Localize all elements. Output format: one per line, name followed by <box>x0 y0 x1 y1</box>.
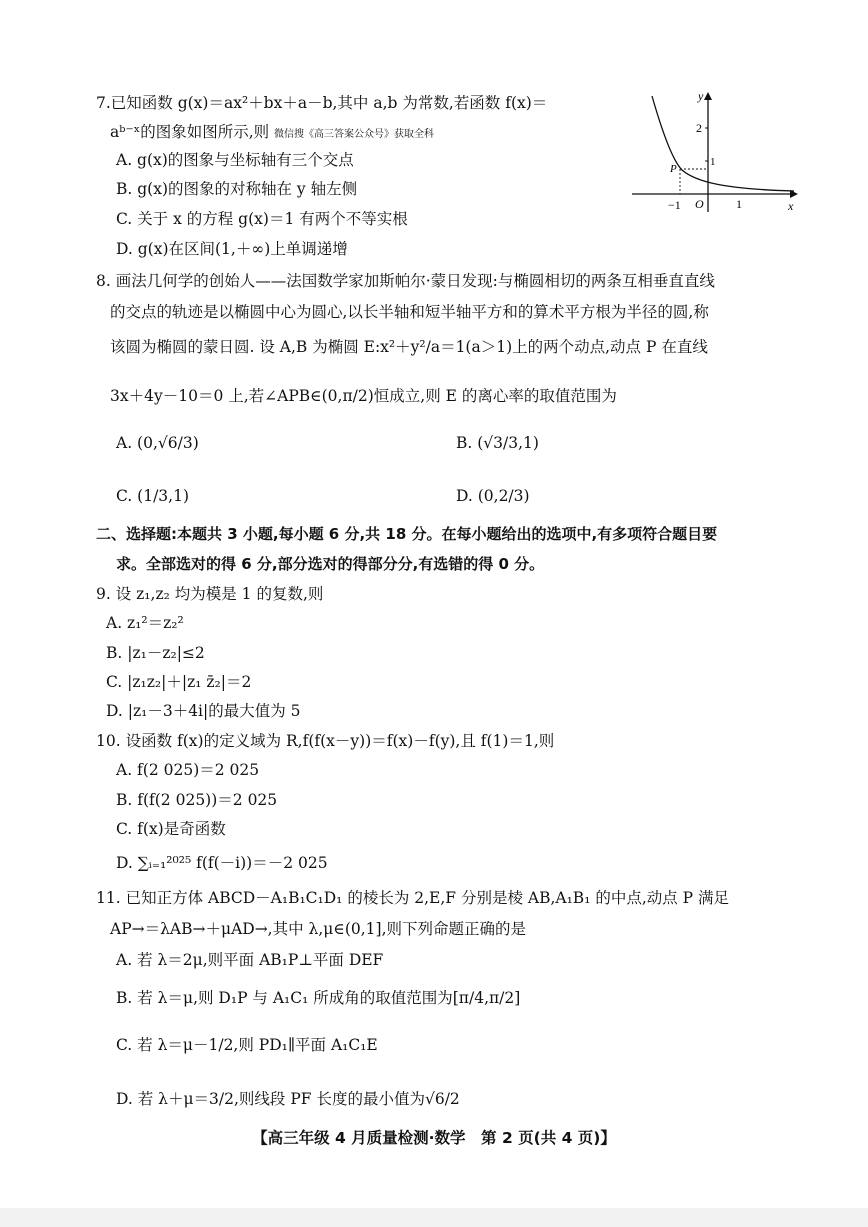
y-label: y <box>698 90 704 103</box>
q8-line3: 该圆为椭圆的蒙日圆. 设 A,B 为椭圆 E:x²＋y²/a＝1(a＞1)上的两个动点,动点 P 在直线 <box>110 338 708 356</box>
q7-option-c: C. 关于 x 的方程 g(x)＝1 有两个不等实根 <box>116 210 408 228</box>
q10-option-c: C. f(x)是奇函数 <box>116 820 226 838</box>
section2-heading-line2: 求。全部选对的得 6 分,部分选对的得部分分,有选错的得 0 分。 <box>116 555 545 573</box>
q8-option-b: B. (√3/3,1) <box>456 434 539 452</box>
q10-option-a: A. f(2 025)＝2 025 <box>116 761 260 779</box>
q7-stem-line1: 7.已知函数 g(x)＝ax²＋bx＋a－b,其中 a,b 为常数,若函数 f(x)＝ <box>96 94 548 112</box>
q9-stem: 9. 设 z₁,z₂ 均为模是 1 的复数,则 <box>96 585 324 603</box>
q7-function-graph <box>628 90 803 215</box>
tick-y2: 2 <box>696 121 702 135</box>
q9-option-c: C. |z₁z₂|＋|z₁ z̄₂|＝2 <box>106 673 252 691</box>
q8-line4: 3x＋4y－10＝0 上,若∠APB∈(0,π/2)恒成立,则 E 的离心率的取值范围为 <box>110 387 617 405</box>
q7-stem-line2 <box>110 122 434 145</box>
tick-xneg1: −1 <box>668 198 681 212</box>
q10-stem: 10. 设函数 f(x)的定义域为 R,f(f(x－y))＝f(x)－f(y),且 f(1)＝1,则 <box>96 732 555 750</box>
q8-line1: 8. 画法几何学的创始人——法国数学家加斯帕尔·蒙日发现:与椭圆相切的两条互相垂直直线 <box>96 272 715 290</box>
q10-option-d: D. ∑ᵢ₌₁²⁰²⁵ f(f(－i))＝－2 025 <box>116 854 328 872</box>
q11-stem-line1: 11. 已知正方体 ABCD－A₁B₁C₁D₁ 的棱长为 2,E,F 分别是棱 AB,A₁B₁ 的中点,动点 P 满足 <box>96 889 730 907</box>
q11-option-c: C. 若 λ＝μ－1/2,则 PD₁∥平面 A₁C₁E <box>116 1036 378 1054</box>
curve <box>652 96 794 191</box>
origin-label: O <box>695 197 704 211</box>
q11-option-a: A. 若 λ＝2μ,则平面 AB₁P⊥平面 DEF <box>116 951 384 969</box>
q11-stem-line2: AP→＝λAB→＋μAD→,其中 λ,μ∈(0,1],则下列命题正确的是 <box>110 920 527 938</box>
q7-option-a: A. g(x)的图象与坐标轴有三个交点 <box>116 151 354 169</box>
q7-option-b: B. g(x)的图象的对称轴在 y 轴左侧 <box>116 180 358 198</box>
y-axis-arrow <box>704 92 712 100</box>
watermark-text: 微信搜《高三答案公众号》获取全科 <box>274 129 435 140</box>
q8-option-d: D. (0,2/3) <box>456 487 530 505</box>
section2-heading-line1: 二、选择题:本题共 3 小题,每小题 6 分,共 18 分。在每小题给出的选项中,有多项符合题目要 <box>96 525 718 543</box>
q8-option-c: C. (1/3,1) <box>116 487 189 505</box>
q8-line2: 的交点的轨迹是以椭圆中心为圆心,以长半轴和短半轴平方和的算术平方根为半径的圆,称 <box>110 303 709 321</box>
tick-x1: 1 <box>736 197 742 211</box>
x-label: x <box>788 199 794 213</box>
q9-option-b: B. |z₁－z₂|≤2 <box>106 644 205 662</box>
q7-option-d: D. g(x)在区间(1,＋∞)上单调递增 <box>116 240 348 258</box>
tick-y1: 1 <box>710 156 716 168</box>
q11-option-d: D. 若 λ＋μ＝3/2,则线段 PF 长度的最小值为√6/2 <box>116 1090 460 1108</box>
q9-option-a: A. z₁²＝z₂² <box>106 614 184 632</box>
page-footer: 【高三年级 4 月质量检测·数学 第 2 页(共 4 页)】 <box>252 1129 616 1147</box>
q10-option-b: B. f(f(2 025))＝2 025 <box>116 791 278 809</box>
q11-option-b: B. 若 λ＝μ,则 D₁P 与 A₁C₁ 所成角的取值范围为[π/4,π/2] <box>116 989 521 1007</box>
q9-option-d: D. |z₁－3＋4i|的最大值为 5 <box>106 702 301 720</box>
q8-option-a: A. (0,√6/3) <box>116 434 199 452</box>
bottom-strip <box>0 1208 868 1227</box>
point-p-label: P <box>670 163 677 175</box>
q7-stem-text: aᵇ⁻ˣ的图象如图所示,则 <box>110 123 270 141</box>
